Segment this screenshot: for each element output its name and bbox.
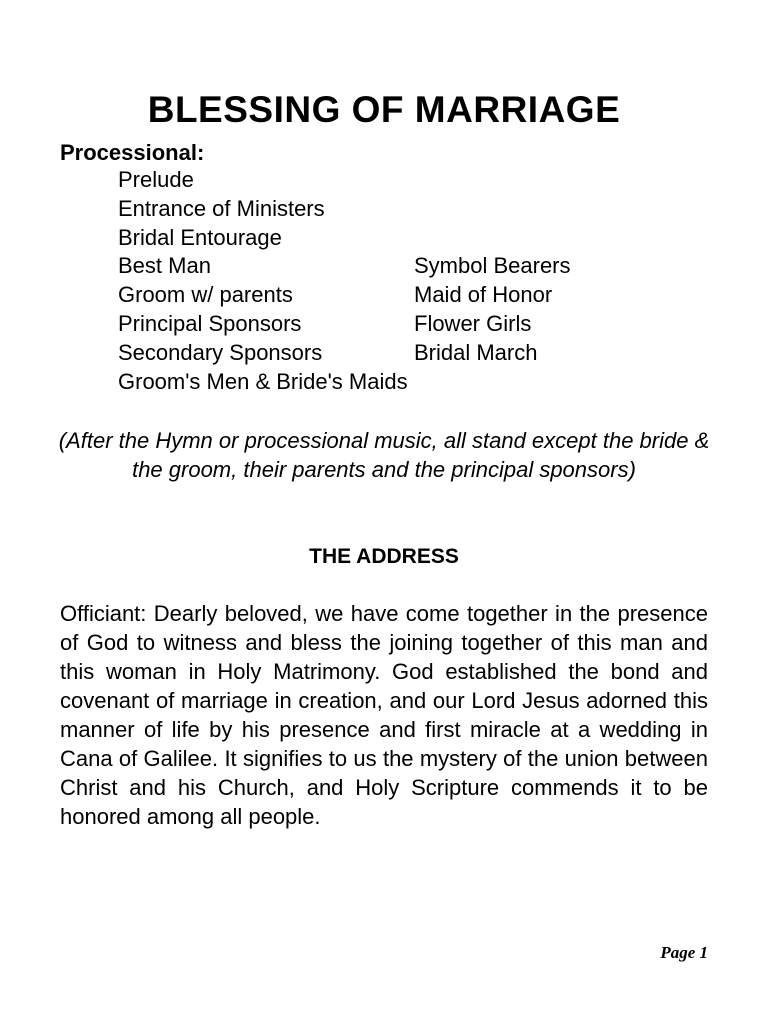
processional-item-right: Symbol Bearers [414,253,571,279]
processional-item-left: Secondary Sponsors [118,339,323,365]
address-heading: THE ADDRESS [309,545,459,568]
list-item [118,166,678,195]
list-item [118,339,678,368]
processional-item-left: Principal Sponsors [118,310,302,336]
list-item [118,224,678,253]
processional-list [118,166,678,396]
processional-item-left: Groom's Men & Bride's Maids [118,368,408,394]
processional-item-left: Prelude [118,167,194,192]
list-item [118,368,678,397]
processional-item-right: Bridal March [414,339,538,365]
processional-item-left: Bridal Entourage [118,224,282,250]
processional-item-right: Flower Girls [414,310,532,336]
address-text: Officiant: Dearly beloved, we have come together in the presence of God to witness and bless the joining together of this man and this woman in Holy Matrimony. God established the bond and covenant of marriage in creation, and our Lord Jesus adorned this manner of life by his presence and first miracle at a wedding in Cana of Galilee. It signifies to us the mystery of the union between Christ and his Church, and Holy Scripture commends it to be honored among all people. [60,601,708,829]
processional-item-left: Best Man [118,253,211,279]
list-item [118,310,678,339]
list-item [118,195,678,224]
list-item [118,252,678,281]
processional-label: Processional: [60,140,205,165]
processional-item-right: Maid of Honor [414,282,553,308]
page-number: Page 1 [660,943,708,962]
processional-item-left: Entrance of Ministers [118,195,325,221]
processional-item-left: Groom w/ parents [118,282,293,308]
document-title: BLESSING OF MARRIAGE [147,88,621,130]
list-item [118,281,678,310]
rubric-note: (After the Hymn or processional music, all stand except the bride & the groom, their parents and the principal sponsors) [58,428,710,482]
